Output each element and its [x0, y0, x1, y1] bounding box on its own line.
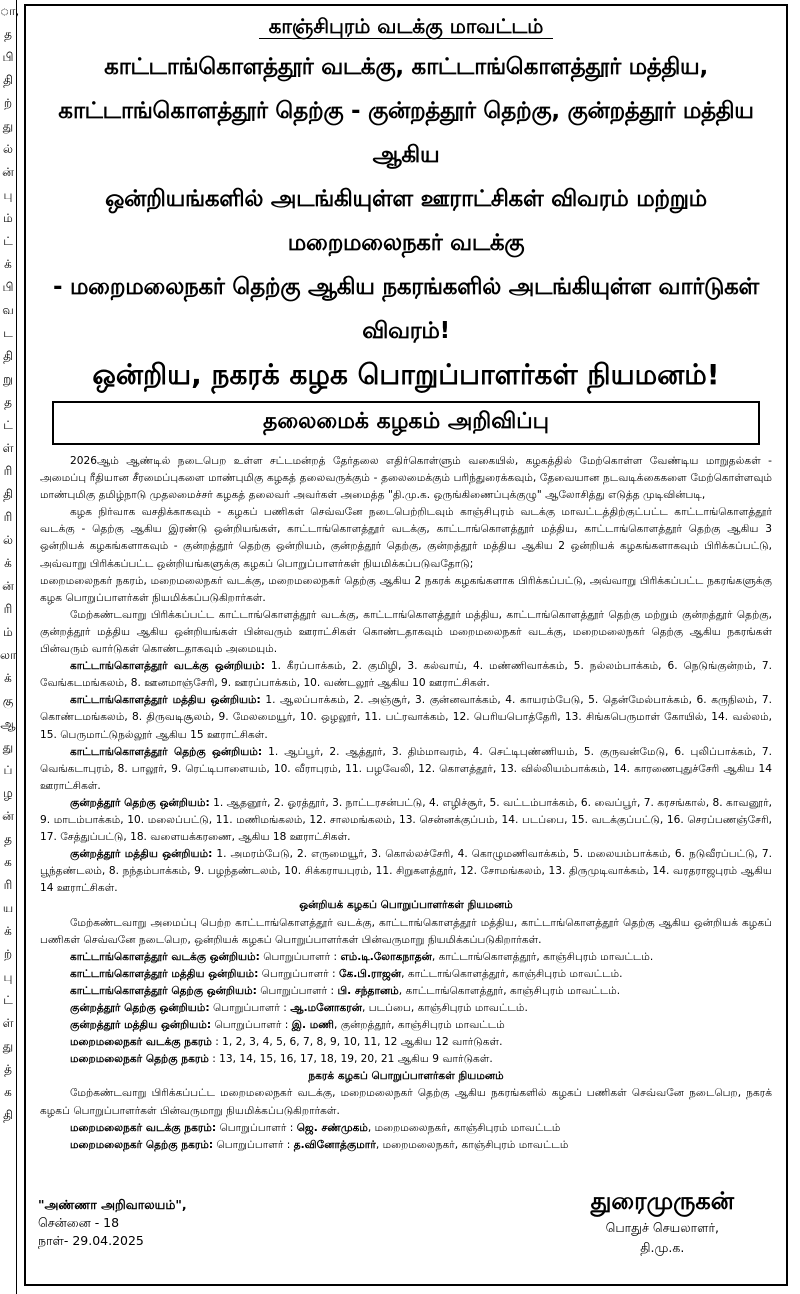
union-list-item: [40, 692, 772, 743]
footer: [26, 1182, 786, 1284]
paragraph-intro: 2026ஆம் ஆண்டில் நடைபெற உள்ள சட்டமன்றத் தேர்தலை எதிர்கொள்ளும் வகையில், கழகத்தில் மேற்கொள்ள வேண்டிய மாறுதல்கள் - அமைப்பு ரீதியான சீரமைப்புகளை மாண்புமிகு கழகத் தலைவருக்கும் - தலைமைக்கும் பரிந்துரைக்கவும், தேவையான நடவடிக்கைகளை மேற்கொள்ளவும் மாண்புமிகு தமிழ்நாடு முதலமைச்சர் கழகத் தலைவர் அவர்கள் அமைத்த "தி.மு.க. ஒருங்கிணைப்புக்குழு" ஆலோசித்து எடுத்த முடிவின்படி,: [40, 455, 772, 502]
appointment-row: மறைமலைநகர் தெற்கு நகரம்: பொறுப்பாளர் : த.வினோத்குமார், மறைமலைநகர், காஞ்சிபுரம் மாவட்டம்: [70, 1138, 569, 1151]
office-city: சென்னை - 18: [38, 1215, 120, 1230]
appointment-title: ஒன்றிய, நகரக் கழக பொறுப்பாளர்கள் நியமனம்!: [92, 358, 720, 391]
paragraph-town-split: மறைமலைநகர் நகரம், மறைமலைநகர் வடக்கு, மறைமலைநகர் தெற்கு ஆகிய 2 நகரக் கழகங்களாக பிரிக்கப்பட்டு, அவ்வாறு பிரிக்கப்பட்ட நகரங்களுக்கு கழக பொறுப்பாளர்கள் நியமிக்கப்படுகிறார்கள்.: [40, 574, 772, 604]
union-name: குன்றத்தூர் தெற்கு ஒன்றியம்:: [70, 796, 210, 809]
paragraph-composition: மேற்கண்டவாறு பிரிக்கப்பட்ட காட்டாங்கொளத்தூர் வடக்கு, காட்டாங்கொளத்தூர் மத்திய, காட்டாங்கொளத்தூர் தெற்கு மற்றும் குன்றத்தூர் தெற்கு, குன்றத்தூர் மத்திய ஆகிய ஒன்றியங்கள் பின்வரும் ஊராட்சிகள் கொண்டதாகவும் மறைமலைநகர் வடக்கு, மறைமலைநகர் தெற்கு ஆகிய நகரங்கள் பின்வரும் வார்டுகள் கொண்டதாகவும் அமையும்.: [40, 608, 772, 656]
appointee-name: ஆ.மனோகரன்: [290, 1002, 363, 1014]
headquarters-announcement-box: தலைமைக் கழகம் அறிவிப்பு: [52, 401, 760, 445]
town-appointments-intro: மேற்கண்டவாறு பிரிக்கப்பட்ட மறைமலைநகர் வடக்கு, மறைமலைநகர் தெற்கு ஆகிய நகரங்களில் கழகப் பணிகள் செவ்வனே நடைபெற, நகரக் கழகப் பொறுப்பாளர்கள் பின்வருமாறு நியமிக்கப்படுகிறார்கள்.: [40, 1087, 772, 1117]
headline: [38, 45, 774, 353]
appointee-name: எம்.டி.லோகநாதன்: [340, 950, 432, 963]
appointee-name: பி. சந்தானம்: [337, 984, 399, 997]
appointment-row: குன்றத்தூர் மத்திய ஒன்றியம்: பொறுப்பாளர் : இ. மணி, குன்றத்தூர், காஞ்சிபுரம் மாவட்டம்: [70, 1019, 505, 1032]
appointment-row: குன்றத்தூர் தெற்கு ஒன்றியம்: பொறுப்பாளர் : ஆ.மனோகரன், படப்பை, காஞ்சிபுரம் மாவட்டம்.: [70, 1002, 528, 1014]
union-list-item: [40, 744, 772, 795]
panchayat-list: 1. கீரப்பாக்கம், 2. குமிழி, 3. கல்வாய், 4. மண்ணிவாக்கம், 5. நல்லம்பாக்கம், 6. நெடுங்குன்றம், 7. வேங்கடமங்கலம், 8. ஊனமாஞ்சேரி, 9. ஊரப்பாக்கம், 10. வண்டலூர் ஆகிய 10 ஊராட்சிகள்.: [40, 660, 773, 690]
union-name: காட்டாங்கொளத்தூர் மத்திய ஒன்றியம்:: [70, 694, 261, 707]
announcement-frame: [24, 4, 788, 1286]
union-name: குன்றத்தூர் மத்திய ஒன்றியம்:: [70, 848, 213, 861]
union-name: காட்டாங்கொளத்தூர் தெற்கு ஒன்றியம்:: [70, 745, 263, 758]
appointment-row: மறைமலைநகர் வடக்கு நகரம்: பொறுப்பாளர் : ஜெ. சண்முகம், மறைமலைநகர், காஞ்சிபுரம் மாவட்டம்: [70, 1121, 561, 1134]
appointment-row: காட்டாங்கொளத்தூர் மத்திய ஒன்றியம்: பொறுப்பாளர் : கே.பி.ராஜன், காட்டாங்கொளத்தூர், காஞ்சிபுரம் மாவட்டம்.: [70, 967, 623, 980]
appointee-name: த.வினோத்குமார்: [293, 1138, 376, 1151]
town-appointments-heading: நகரக் கழகப் பொறுப்பாளர்கள் நியமனம்: [308, 1070, 504, 1083]
union-appointments-intro: மேற்கண்டவாறு அமைப்பு பெற்ற காட்டாங்கொளத்தூர் வடக்கு, காட்டாங்கொளத்தூர் மத்திய, காட்டாங்கொளத்தூர் தெற்கு ஆகிய ஒன்றியக் கழகப் பணிகள் செவ்வனே நடைபெற, ஒன்றியக் கழகப் பொறுப்பாளர்கள் பின்வருமாறு நியமிக்கப்படுகிறார்கள்.: [40, 916, 772, 946]
appointment-row: காட்டாங்கொளத்தூர் வடக்கு ஒன்றியம்: பொறுப்பாளர் : எம்.டி.லோகநாதன், காட்டாங்கொளத்தூர், காஞ்சிபுரம் மாவட்டம்.: [70, 950, 654, 963]
headline-line-4: - மறைமலைநகர் தெற்கு ஆகிய நகரங்களில் அடங்கியுள்ள வார்டுகள் விவரம்!: [52, 274, 760, 344]
headline-line-1: காட்டாங்கொளத்தூர் வடக்கு, காட்டாங்கொளத்தூர் மத்திய,: [104, 54, 708, 80]
adjacent-column-strip: ா, த பி தி ற் து ல் ன் பு ம் ட் க் பி வ ட தி று த ட் ள் ரி தி ரி ல் க் ன் ரி ம் லா க் கு ஆ து ப் ழ ன் த க ரி ய க் ற் பு ட் ள் து த் க தி: [0, 0, 17, 1294]
panchayat-list: 1. அமரம்பேடு, 2. எருமையூர், 3. கொல்லச்சேரி, 4. கொழுமணிவாக்கம், 5. மலையம்பாக்கம், 6. நடுவீரப்பட்டு, 7. பூந்தண்டலம், 8. நந்தம்பாக்கம், 9. பழந்தண்டலம், 10. சிக்கராயபுரம், 11. சிறுகளத்தூர், 12. சோமங்கலம், 13. திருமுடிவாக்கம், 14. வரதராஜபுரம் ஆகிய 14 ஊராட்சிகள்.: [40, 848, 773, 895]
appointee-name: ஜெ. சண்முகம்: [296, 1121, 368, 1134]
headline-line-2: காட்டாங்கொளத்தூர் தெற்கு - குன்றத்தூர் தெற்கு, குன்றத்தூர் மத்திய ஆகிய: [58, 98, 754, 168]
announcement-body: [26, 453, 786, 1154]
union-list-item: [40, 658, 772, 692]
signatory-title: பொதுச் செயலாளர்,: [605, 1220, 719, 1235]
issuing-address: [38, 1196, 187, 1250]
panchayat-list: 1. ஆப்பூர், 2. ஆத்தூர், 3. திம்மாவரம், 4. செட்டிபுண்ணியம், 5. குருவன்மேடு, 6. புலிப்பாக்கம், 7. வெங்கடாபுரம், 8. பாலூர், 9. ரெட்டிபாளையம், 10. வீராபுரம், 11. பழவேலி, 12. கொளத்தூர், 13. வில்லியம்பாக்கம், 14. காரணைபுதுச்சேரி ஆகிய 14 ஊராட்சிகள்.: [40, 745, 772, 792]
union-list-item: [40, 846, 772, 897]
appointee-name: கே.பி.ராஜன்: [338, 967, 402, 980]
union-list-item: [40, 795, 772, 846]
signature-block: [591, 1184, 734, 1258]
panchayat-list: 1. ஆதனூர், 2. ஓரத்தூர், 3. நாட்டரசன்பட்டு, 4. எழிச்சூர், 5. வட்டம்பாக்கம், 6. வைப்பூர், 7. கரசங்கால், 8. காவனூர், 9. மாடம்பாக்கம், 10. மலைப்பட்டு, 11. மணிமங்கலம், 12. சாலமங்கலம், 13. சென்னக்குப்பம், 14. படப்பை, 15. வடக்குப்பட்டு, 16. செரப்பணஞ்சேரி, 17. சேத்துப்பட்டு, 18. வளையக்கரணை, ஆகிய 18 ஊராட்சிகள்.: [40, 796, 772, 844]
issue-date: நாள்- 29.04.2025: [38, 1233, 144, 1248]
paragraph-union-split: கழக நிர்வாக வசதிக்காகவும் - கழகப் பணிகள் செவ்வனே நடைபெற்றிடவும் காஞ்சிபுரம் வடக்கு மாவட்டத்திற்குட்பட்ட காட்டாங்கொளத்தூர் வடக்கு - தெற்கு ஆகிய இரண்டு ஒன்றியங்கள், காட்டாங்கொளத்தூர் வடக்கு, காட்டாங்கொளத்தூர் மத்திய, காட்டாங்கொளத்தூர் தெற்கு ஆகிய 3 ஒன்றியக் கழகங்களாகவும் - குன்றத்தூர் தெற்கு ஒன்றியம், குன்றத்தூர் தெற்கு, குன்றத்தூர் மத்திய ஆகிய 2 ஒன்றியக் கழகங்களாகவும் பிரிக்கப்பட்டு, அவ்வாறு பிரிக்கப்பட்ட ஒன்றியங்களுக்கு கழகப் பொறுப்பாளர்கள் நியமிக்கப்படுவதோடு;: [40, 506, 772, 570]
ward-row: மறைமலைநகர் தெற்கு நகரம் : 13, 14, 15, 16, 17, 18, 19, 20, 21 ஆகிய 9 வார்டுகள்.: [70, 1053, 493, 1066]
ward-row: மறைமலைநகர் வடக்கு நகரம் : 1, 2, 3, 4, 5, 6, 7, 8, 9, 10, 11, 12 ஆகிய 12 வார்டுகள்.: [70, 1036, 503, 1049]
appointee-name: இ. மணி: [291, 1019, 335, 1032]
panchayat-list: 1. ஆலப்பாக்கம், 2. அஞ்சூர், 3. குன்னவாக்கம், 4. காயரம்பேடு, 5. தென்மேல்பாக்கம், 6. கருநிலம், 7. கொண்டமங்கலம், 8. திருவடிசூலம், 9. மேலமையூர், 10. ஒழலூர், 11. பட்ரவாக்கம், 12. பெரியபொத்தேரி, 13. சிங்கபெருமாள் கோயில், 14. வல்லம், 15. பெருமாட்டுநல்லூர் ஆகிய 15 ஊராட்சிகள்.: [40, 694, 772, 741]
party-name: தி.மு.க.: [640, 1240, 685, 1255]
office-name: "அண்ணா அறிவாலயம்",: [38, 1197, 187, 1212]
union-appointments-heading: ஒன்றியக் கழகப் பொறுப்பாளர்கள் நியமனம்: [299, 899, 513, 912]
district-heading: காஞ்சிபுரம் வடக்கு மாவட்டம்: [26, 14, 786, 41]
appointment-row: காட்டாங்கொளத்தூர் தெற்கு ஒன்றியம்: பொறுப்பாளர் : பி. சந்தானம், காட்டாங்கொளத்தூர், காஞ்சிபுரம் மாவட்டம்.: [70, 984, 621, 997]
signatory-name: துரைமுருகன்: [590, 1187, 734, 1215]
headline-line-3: ஒன்றியங்களில் அடங்கியுள்ள ஊராட்சிகள் விவரம் மற்றும் மறைமலைநகர் வடக்கு: [105, 186, 707, 256]
union-name: காட்டாங்கொளத்தூர் வடக்கு ஒன்றியம்:: [70, 660, 265, 673]
